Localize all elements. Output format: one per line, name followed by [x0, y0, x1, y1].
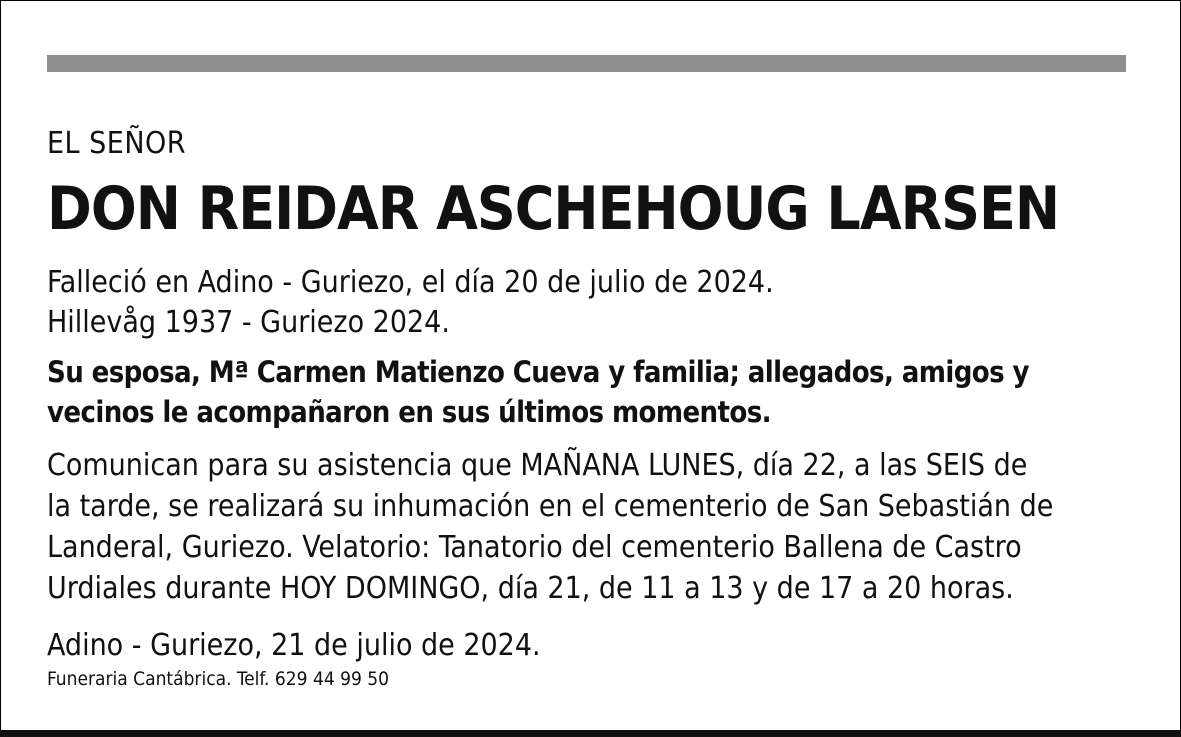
family-message [47, 352, 1127, 432]
family-line: Su esposa, Mª Carmen Matienzo Cueva y familia; allegados, amigos y [47, 355, 1029, 389]
life-dates: Hillevåg 1937 - Guriezo 2024. [47, 305, 450, 340]
service-line: la tarde, se realizará su inhumación en el cementerio de San Sebastián de [47, 489, 1054, 524]
service-details [47, 445, 1127, 609]
family-line: vecinos le acompañaron en sus últimos momentos. [47, 395, 771, 429]
service-line: Comunican para su asistencia que MAÑANA LUNES, día 22, a las SEIS de [47, 448, 1028, 483]
place-and-date: Adino - Guriezo, 21 de julio de 2024. [47, 628, 541, 663]
bottom-rule [0, 730, 1181, 737]
notice-title: EL SEÑOR [47, 126, 187, 161]
funeral-home-contact: Funeraria Cantábrica. Telf. 629 44 99 50 [47, 668, 390, 690]
service-line: Urdiales durante HOY DOMINGO, día 21, de 11 a 13 y de 17 a 20 horas. [47, 571, 1014, 606]
decorative-top-bar [47, 55, 1126, 72]
service-line: Landeral, Guriezo. Velatorio: Tanatorio del cementerio Ballena de Castro [47, 530, 1022, 565]
deceased-name: DON REIDAR ASCHEHOUG LARSEN [47, 174, 1060, 244]
death-statement: Falleció en Adino - Guriezo, el día 20 de julio de 2024. [47, 265, 774, 300]
